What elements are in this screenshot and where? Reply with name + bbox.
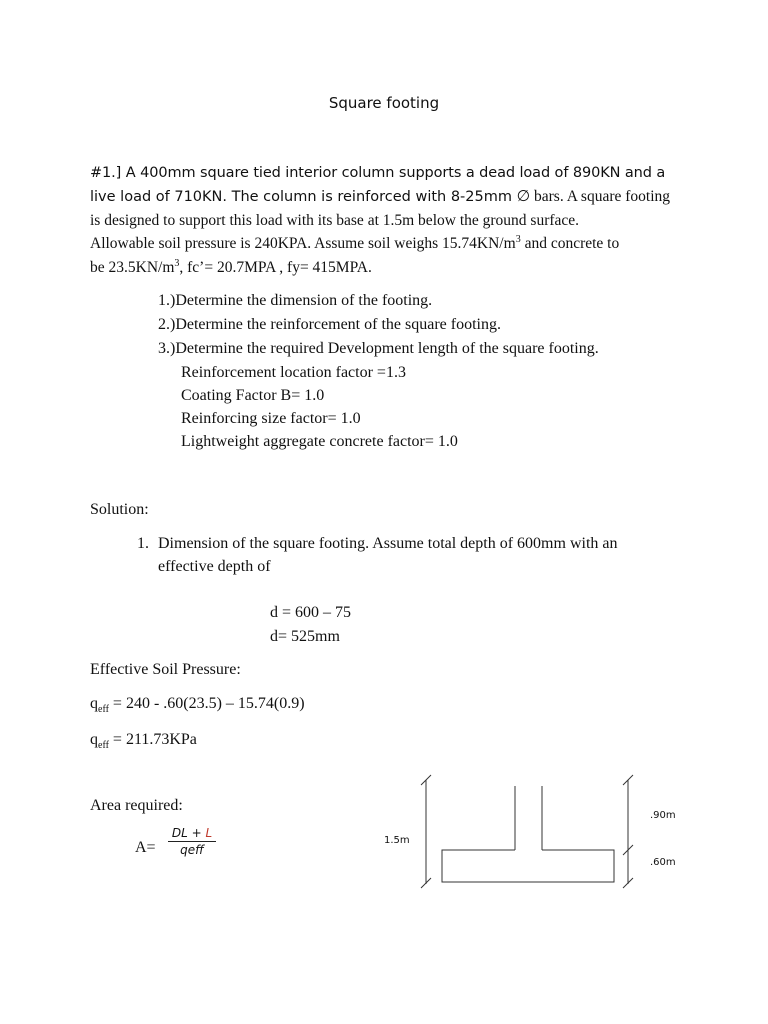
area-formula-lhs: A= [135, 839, 156, 856]
problem-line-2-part-b: bars. A square footing [530, 188, 671, 205]
q-subscript: eff [98, 704, 109, 716]
problem-line-2-part-a: live load of 710KN. The column is reinforced with 8-25mm [90, 189, 517, 205]
factor-item: Coating Factor B= 1.0 [181, 387, 325, 404]
equation-qeff-1 [90, 695, 305, 716]
solution-item-number: 1. [137, 535, 149, 552]
numerator-l: L [205, 826, 213, 840]
problem-line-4-part-b: and concrete to [520, 235, 620, 252]
superscript-3: 3 [515, 233, 521, 245]
factor-item: Lightweight aggregate concrete factor= 1.0 [181, 433, 458, 450]
problem-line-2 [90, 186, 670, 208]
equation-d-2: d= 525mm [270, 628, 340, 645]
numerator-dl: DL + [171, 826, 206, 840]
footing-outline [442, 850, 614, 882]
area-formula-fraction [168, 826, 216, 857]
task-item: 1.)Determine the dimension of the footing. [158, 292, 433, 309]
factor-item: Reinforcement location factor =1.3 [181, 364, 406, 381]
factor-item: Reinforcing size factor= 1.0 [181, 410, 361, 427]
equation-qeff-2-rhs: = 211.73KPa [108, 731, 197, 748]
effective-soil-pressure-heading: Effective Soil Pressure: [90, 661, 241, 678]
problem-line-3: is designed to support this load with its base at 1.5m below the ground surface. [90, 212, 580, 229]
problem-line-4-part-a: Allowable soil pressure is 240KPA. Assume soil weighs 15.74KN/m [90, 235, 516, 252]
footing-diagram [370, 772, 690, 894]
dimension-label-total: 1.5m [384, 835, 410, 846]
solution-item-line-1: Dimension of the square footing. Assume total depth of 600mm with an [158, 535, 618, 552]
problem-line-5-part-a: be 23.5KN/m [90, 259, 175, 276]
dimension-label-lower: .60m [650, 857, 676, 868]
page-title: Square footing [328, 94, 440, 112]
problem-line-5-part-b: , fc’= 20.7MPA , fy= 415MPA. [179, 259, 372, 276]
problem-line-5 [90, 257, 372, 279]
diameter-symbol: ∅ [516, 188, 531, 205]
dimension-label-upper: .90m [650, 810, 676, 821]
superscript-3: 3 [174, 257, 180, 269]
task-item: 2.)Determine the reinforcement of the square footing. [158, 316, 501, 333]
area-required-heading: Area required: [90, 797, 183, 814]
fraction-numerator [168, 826, 216, 842]
solution-item-line-2: effective depth of [158, 558, 271, 575]
equation-d-1: d = 600 – 75 [270, 604, 352, 621]
solution-heading: Solution: [90, 501, 149, 518]
q-subscript: eff [98, 740, 109, 752]
problem-line-1: #1.] A 400mm square tied interior column supports a dead load of 890KN and a [90, 165, 666, 181]
equation-qeff-1-rhs: = 240 - .60(23.5) – 15.74(0.9) [108, 695, 305, 712]
equation-qeff-2 [90, 731, 197, 752]
q-symbol: q [90, 731, 98, 748]
fraction-denominator: qeff [180, 843, 204, 857]
task-item: 3.)Determine the required Development length of the square footing. [158, 340, 599, 357]
q-symbol: q [90, 695, 98, 712]
problem-line-4 [90, 233, 619, 255]
